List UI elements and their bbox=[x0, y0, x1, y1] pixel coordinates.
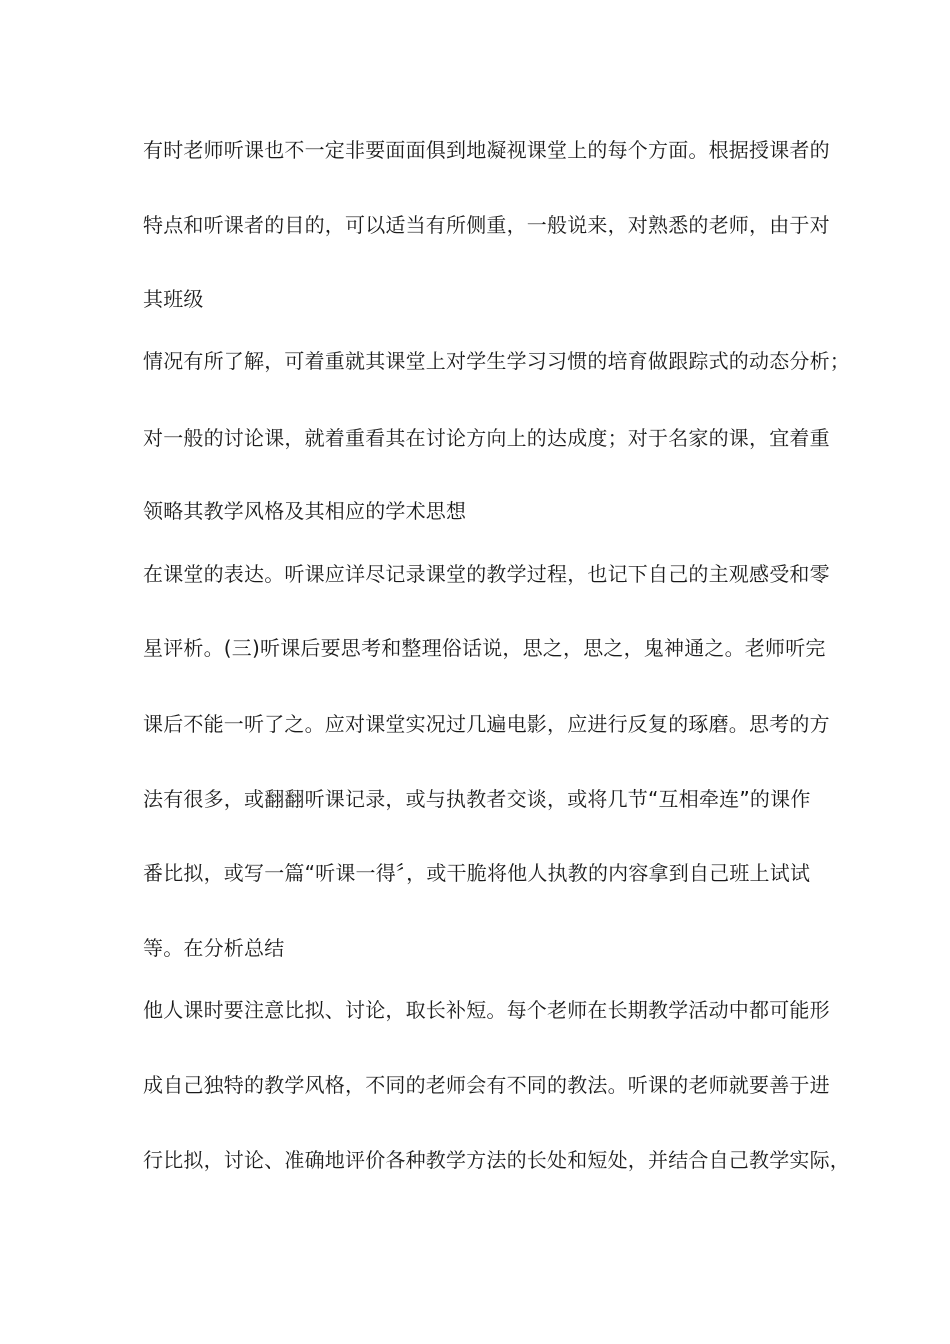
text-line: 法有很多，或翻翻听课记录，或与执教者交谈，或将几节“互相牵连”的课作 bbox=[143, 787, 811, 811]
text-line: 课后不能一听了之。应对课堂实况过几遍电影，应进行反复的琢磨。思考的方 bbox=[143, 712, 830, 736]
text-line: 他人课时要注意比拟、讨论，取长补短。每个老师在长期教学活动中都可能形 bbox=[143, 998, 830, 1022]
text-line: 等。在分析总结 bbox=[143, 936, 285, 960]
text-line: 特点和听课者的目的，可以适当有所侧重，一般说来，对熟悉的老师，由于对 bbox=[143, 213, 830, 237]
text-line: 情况有所了解，可着重就其课堂上对学生学习习惯的培育做跟踪式的动态分析； bbox=[143, 349, 850, 373]
text-line: 其班级 bbox=[143, 287, 204, 311]
text-line: 行比拟，讨论、准确地评价各种教学方法的长处和短处，并结合自己教学实际， bbox=[143, 1148, 850, 1172]
text-line: 有时老师听课也不一定非要面面俱到地凝视课堂上的每个方面。根据授课者的 bbox=[143, 138, 830, 162]
text-line: 在课堂的表达。听课应详尽记录课堂的教学过程，也记下自己的主观感受和零 bbox=[143, 562, 830, 586]
text-line: 番比拟，或写一篇“听课一得〞，或干脆将他人执教的内容拿到自己班上试试 bbox=[143, 861, 811, 885]
text-line: 对一般的讨论课，就着重看其在讨论方向上的达成度；对于名家的课，宜着重 bbox=[143, 426, 830, 450]
text-line: 领略其教学风格及其相应的学术思想 bbox=[143, 499, 467, 523]
text-line: 星评析。(三)听课后要思考和整理俗话说，思之，思之，鬼神通之。老师听完 bbox=[143, 636, 826, 660]
text-line: 成自己独特的教学风格，不同的老师会有不同的教法。听课的老师就要善于进 bbox=[143, 1073, 830, 1097]
